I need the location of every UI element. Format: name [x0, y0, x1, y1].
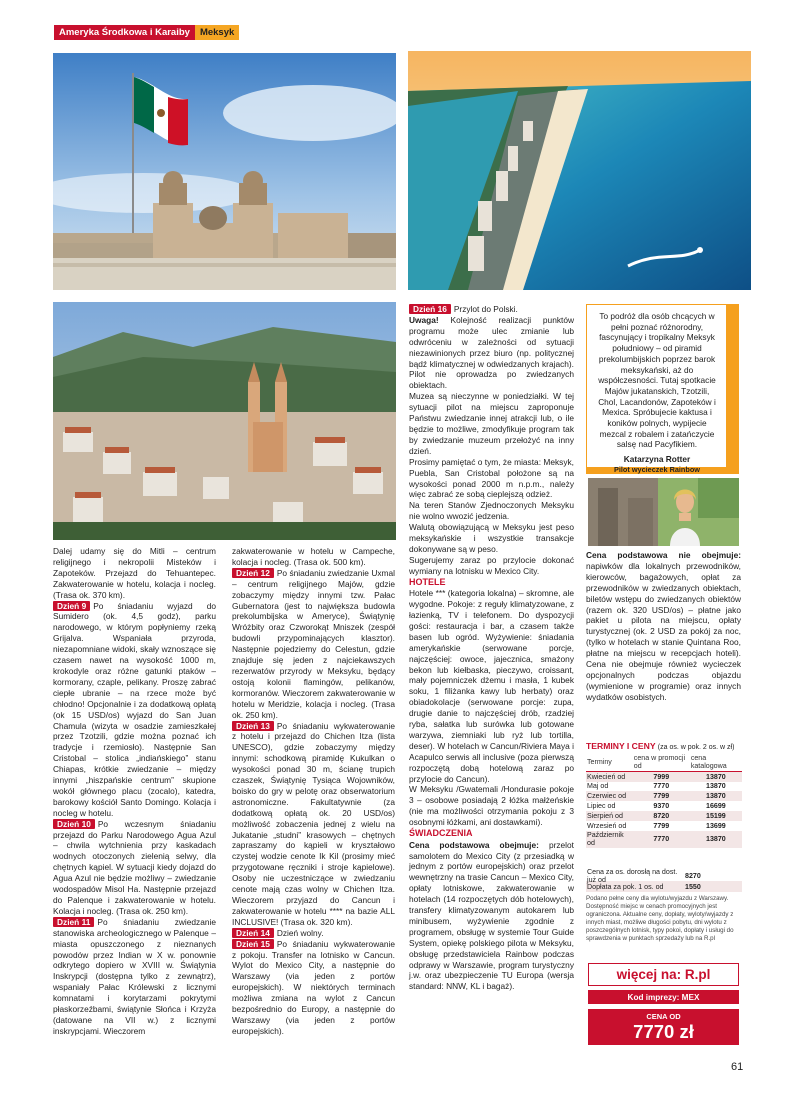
- day-13-badge: Dzień 13: [232, 721, 274, 731]
- exchange-note: Sugerujemy zaraz po przylocie dokonać wymiany na lotnisku w Mexico City.: [409, 554, 574, 576]
- museums-note: Muzea są nieczynne w poniedziałki. W tej sytuacji pilot na miejscu zaproponuje Państwu zwiedzanie innej atrakcji lub, o ile będzie to możliwe, zmodyfikuje program tak by zwiedzanie muzeum przełożyć na inny dzień.: [409, 391, 574, 456]
- currency-note: Walutą obowiązującą w Meksyku jest peso meksykańskie i wszystkie transakcje dokonywane są w peso.: [409, 522, 574, 554]
- breadcrumb-region[interactable]: Ameryka Środkowa i Karaiby: [54, 25, 195, 40]
- services-text: przelot samolotem do Mexico City (z przesiadką w jednym z portów europejskich) oraz przelot wewnętrzny na trasie Cancun – Mexico City, opłaty lotniskowe, zakwaterowanie w hotelach (14 rozpoczętych dób hotelowych), transfery klimatyzowanym autokarem lub minibusem, wyżywienie zgodnie z programem, obsługę w systemie Tour Guide System, opiekę polskiego pilota w Meksyku, obsługę przedstawiciela Rainbow podczas odprawy w Warszawie, program turystyczny j.w. oraz ubezpieczenie TU Europa (wersja standard: NNW, KL i bagaż).: [409, 839, 574, 992]
- guide-quote-text: To podróż dla osób chcących w pełni poznać różnorodny, fascynujący i tropikalny Meksyk południowy – od piramid prekolumbijskich poprzez barok meksykański, aż do współczesności. Tutaj spotkacie Majów jukatanskich, Tzotzili, Chol, Lacandonów, Zapoteków i Mexica. Spróbujecie kaktusa i koników polnych, wypijecie mezcal z robalem i zatańczycie salsę nad Pacyfikiem.: [598, 311, 716, 450]
- row-catalog-price: 16699: [706, 802, 726, 811]
- prices-title: TERMINY I CENY: [586, 741, 656, 751]
- price-from-value: 7770 zł: [633, 1021, 694, 1042]
- altitude-note: Prosimy pamiętać o tym, że miasta: Meksyk, Puebla, San Cristobal położone są na wysokości ponad 2000 m n.p.m., należy więc zabrać ze sobą cieplejszą odzież.: [409, 456, 574, 500]
- row-catalog-price: 13870: [690, 791, 742, 801]
- header-promo-price: cena w promocji od: [633, 753, 690, 772]
- price-footnote: Podano pełne ceny dla wylotu/wyjazdu z Warszawy. Dostępność miejsc w cenach promocyjnych jest ograniczona. Aktualne ceny, dopłaty, wyloty/wyjazdy z innych miast, możliwe długości pobytu, dni wylotu z poszczególnych lotnisk, typy pokoi, dopłaty i usługi do sprawdzenia w punktach sprzedaży lub na R.pl: [586, 895, 734, 942]
- row-catalog-price: 13870: [690, 831, 742, 849]
- hotels-text: Hotele *** (kategoria lokalna) – skromne, ale wygodne. Pokoje: z reguły klimatyzowane, z łazienką, TV i telefonem. Do dyspozycji gości: restauracja i bar, a czasem także basen lub ogród. Wyżywienie: śniadania amerykańskie (serwowane porcje, najczęściej: owoce, jajecznica, smażony bekon lub kiełbaska, pieczywo, croissant, mały pojemniczek dżemu i masła, 1 kubek soku, 1 filiżanka kawy lub herbaty) oraz obiadokolacje (serwowane porcje: zupa, drugie danie to najczęściej drób, rzadziej ryba, sałatka lub surówka lub gotowane warzywa, ziemniaki lub ryż lub tortilla, deser). W hotelach w Cancun/Riviera Maya i Acapulco serwis all inclusive (poza pierwszą rozpoczętą dobą hotelową zaraz po przylocie do Cancun).: [409, 588, 574, 784]
- price-extras: [586, 867, 742, 892]
- hotels-heading: HOTELE: [409, 576, 446, 587]
- row-date: Wrzesień od: [587, 821, 627, 830]
- row-date: Lipiec od: [587, 802, 616, 811]
- note-label: Uwaga!: [409, 314, 439, 325]
- header-dates: Terminy: [586, 753, 633, 772]
- day-10-badge: Dzień 10: [53, 819, 95, 829]
- column-1: [53, 546, 216, 1037]
- row-promo-price: 7770: [633, 831, 690, 849]
- prices-subtitle: (za os. w pok. 2 os. w zł): [657, 744, 735, 751]
- table-row: [586, 821, 742, 831]
- page-number: 61: [731, 1061, 744, 1073]
- day-14-text: Dzień wolny.: [276, 927, 324, 938]
- row-catalog-price: 15199: [690, 811, 742, 821]
- guide-quote-role: Pilot wycieczek Rainbow: [614, 464, 700, 474]
- price-table-header: [586, 753, 742, 772]
- extra-bed-label: Cena za os. dorosłą na dost. już od: [587, 867, 678, 884]
- prices-heading: [586, 741, 734, 751]
- table-row: [586, 801, 742, 811]
- row-promo-price: 7770: [653, 782, 670, 791]
- services-label: Cena podstawowa obejmuje:: [409, 839, 539, 850]
- day-9-badge: Dzień 9: [53, 601, 90, 611]
- row-catalog-price: 13870: [706, 782, 726, 791]
- day-12-text: Po śniadaniu zwiedzanie Uxmal – centrum religijnego Majów, gdzie zobaczymy między innymi tzw. Pałac Gubernatora (jest to największa budowla prekolumbijska w Ameryce), Świątynię Wróżbity oraz Czworokąt Mniszek (zespół budowli przypominających klasztor). Następnie pojedziemy do Celestun, gdzie znajduje się jeden z najciekawszych rezerwatów przyrody w Meksyku, będący ostoją kolonii flamingów, pelikanów, kormoranów. Wieczorem zakwaterowanie w hotelu w Meridzie, kolacja i nocleg. (Trasa ok. 250 km).: [232, 567, 395, 720]
- single-room-row: [586, 881, 742, 892]
- day-16-text: Przylot do Polski.: [453, 304, 518, 314]
- guide-quote-card: [586, 304, 727, 474]
- day-15-text: Po śniadaniu wykwaterowanie z pokoju. Transfer na lotnisko w Cancun. Wylot do Mexico City, a następnie do Warszawy (via jeden z portów europejskich). W niektórych terminach możliwa zmiana na wylot z Cancun bezpośrednio do Europy, a następnie do Warszawy (via jeden z portów europejskich).: [232, 938, 395, 1036]
- table-row: [586, 772, 742, 782]
- table-row: [586, 831, 742, 849]
- more-info-link[interactable]: więcej na: R.pl: [588, 963, 739, 986]
- table-row: [586, 782, 742, 792]
- hotels-rooms-text: W Meksyku /Gwatemali /Hondurasie pokoje 3 – osobowe posiadają 2 łóżka małżeńskie (nie ma możliwości otrzymania pokoju z 3 osobnymi łóżkami, ani dostawkami).: [409, 784, 574, 828]
- breadcrumb-country[interactable]: Meksyk: [195, 25, 239, 40]
- photo-cancun-aerial: [408, 51, 751, 290]
- guide-quote-box: [586, 304, 739, 474]
- row-date: Październik od: [586, 831, 633, 849]
- row-promo-price: 9370: [653, 802, 670, 811]
- exclusions-block: [586, 550, 741, 703]
- header-catalog-price: cena katalogowa: [690, 753, 742, 772]
- row-date: Sierpień od: [586, 811, 633, 821]
- row-catalog-price: 13699: [706, 821, 726, 830]
- day-14-badge: Dzień 14: [232, 928, 274, 938]
- single-room-value: 1550: [685, 882, 701, 891]
- day-15-badge: Dzień 15: [232, 939, 274, 949]
- column-2: [232, 546, 395, 1037]
- column-3: [409, 304, 574, 992]
- row-promo-price: 7799: [653, 821, 670, 830]
- row-promo-price: 7799: [633, 791, 690, 801]
- breadcrumb: [54, 25, 239, 40]
- day-13-text: Po śniadaniu wykwaterowanie z hotelu i przejazd do Chichen Itza (lista UNESCO), gdzie zobaczymy między innymi: schodkową piramidę Kukulkan o wysokości ponad 30 m, ścianę trupich czaszek, Świątynię Tysiąca Wojowników, boisko do gry w pelotę oraz obserwatorium astronomiczne. Fakultatywnie (za dodatkową opłatą ok. 20 USD/os) możliwość zobaczenia jednej z wielu na Jukatanie „studni” krasowych – chętnych zapraszamy do kąpieli w kryształowo czystej wodzie cenote Ik Kil (prosimy mieć przygotowane ręczniki i stroje kąpielowe). Osoby nie uczestniczące w zwiedzaniu cenote mają czas wolny w Chichen Itza. Wieczorem przyjazd do Cancun i zakwaterowanie w hotelu **** na bazie ALL INCLUSIVE! (Trasa ok. 320 km).: [232, 720, 395, 927]
- note-text: Kolejność realizacji punktów programu może ulec zmianie lub odwróceniu w zależności od sytuacji niezawinionych przez biuro (np. politycznej bądź klimatycznej w odwiedzanych krajach). Pilot nie oprowadza po zwiedzanych obiektach.: [409, 314, 574, 391]
- row-date: Maj od: [587, 782, 609, 791]
- price-from-label: CENA OD: [646, 1012, 681, 1021]
- row-promo-price: 8720: [633, 811, 690, 821]
- day-11-badge: Dzień 11: [53, 917, 94, 927]
- price-table: [586, 753, 742, 848]
- day-12-badge: Dzień 12: [232, 568, 274, 578]
- guide-quote-author: Katarzyna Rotter: [623, 454, 691, 465]
- table-row: [586, 791, 742, 801]
- row-date: Czerwiec od: [586, 791, 633, 801]
- day-10-text: Po wczesnym śniadaniu przejazd do Parku Narodowego Agua Azul – chwila wytchnienia przy kaskadach wodnych otoczonych zielenią selwy, dla chętnych kąpiel. W sytuacji kiedy dojazd do Agua Azul nie będzie możliwy – zwiedzanie wodospadów Misol Ha. Następnie przejazd do Palenque i zakwaterowanie w hotelu. Kolacja i nocleg. (Trasa ok. 250 km).: [53, 818, 216, 916]
- photo-mexico-city-cathedral: [53, 53, 396, 290]
- day-11-continued-text: zakwaterowanie w hotelu w Campeche, kolacja i nocleg. (Trasa ok. 500 km).: [232, 546, 395, 567]
- program-intro-text: Dalej udamy się do Mitli – centrum religijnego i nekropolii Misteków i Zapoteków. Przejazd do Tehuantepec. Zakwaterowanie w hotelu, kolacja i nocleg. (Trasa ok. 370 km).: [53, 546, 216, 600]
- food-import-note: Na teren Stanów Zjednoczonych Meksyku nie wolno wwozić jedzenia.: [409, 500, 574, 522]
- services-heading: ŚWIADCZENIA: [409, 828, 473, 839]
- tour-code-badge: Kod imprezy: MEX: [588, 990, 739, 1004]
- photo-guide-portrait: [588, 478, 739, 546]
- table-row: [586, 811, 742, 821]
- day-9-text: Po śniadaniu wyjazd do Sumidero (ok. 4,5 godz), parku narodowego, w którym popłyniemy rzeką Grijalva. Wspaniała przyroda, niezapomniane widoki, skały wznoszące się czasem nawet na wysokość 1000 m, krokodyle oraz różne gatunki ptaków – kormorany, czaple, pelikany. Proszę zabrać ciepłe ubranie – na rzece może być chłodno! Opcjonalnie i za dodatkową opłatą (ok 15 USD/os) wyjazd do San Juan Chamula (wizyta w osadzie zamieszkałej przez Tzotzili, gdzie można poznać ich tradycje i rzemiosło). Następnie San Cristobal – stolica „indiańskiego” stanu Chiapas, krótkie zwiedzanie – między innymi „hiszpańskie centrum” skupione wokół głównego placu (zocalo), katedra, barokowy kościół Santo Domingo. Kolacja i nocleg w hotelu.: [53, 600, 216, 818]
- price-from-box: [588, 1009, 739, 1045]
- extra-bed-row: [586, 867, 742, 884]
- photo-taxco-town: [53, 302, 396, 540]
- exclusions-text: napiwków dla lokalnych przewodników, kierowców, bagażowych, opłat za przewodników w zwiedzanych obiektach, biletów wstępu do zwiedzanych obiektów (razem ok. 320 USD/os) – płatne jako pakiet u pilota na miejscu, opłaty turystycznej (ok. 2 USD za pokój za noc, (tylko w hotelach w stanie Quintana Roo, płatne na miejscu w recepcjach hoteli). Cena nie obejmuje również wycieczek opcjonalnych podczas objazdu (wymienione w programie) oraz innych wydatków osobistych.: [586, 560, 741, 702]
- extra-bed-value: 8270: [685, 871, 701, 880]
- day-11-text: Po śniadaniu zwiedzanie stanowiska archeologicznego w Palenque – miasta opuszczonego z nieznanych powodów przez Indian w X w. ponownie odkrytego dopiero w XVIII w. Świątynia Inskrypcji (dostępna tylko z zewnątrz), wspaniały Pałac Królewski z licznymi komnatami i korytarzami pokrytymi płaskorzeźbami, świątynie Słońca i Krzyża (datowane na VII w.) z licznymi inskrypcjami. Wieczorem: [53, 916, 216, 1036]
- row-promo-price: 7999: [633, 772, 690, 782]
- day-16-badge: Dzień 16: [409, 304, 451, 314]
- single-room-label: Dopłata za pok. 1 os. od: [587, 882, 664, 891]
- exclusions-label: Cena podstawowa nie obejmuje:: [586, 550, 741, 560]
- row-date: Kwiecień od: [586, 772, 633, 782]
- row-catalog-price: 13870: [690, 772, 742, 782]
